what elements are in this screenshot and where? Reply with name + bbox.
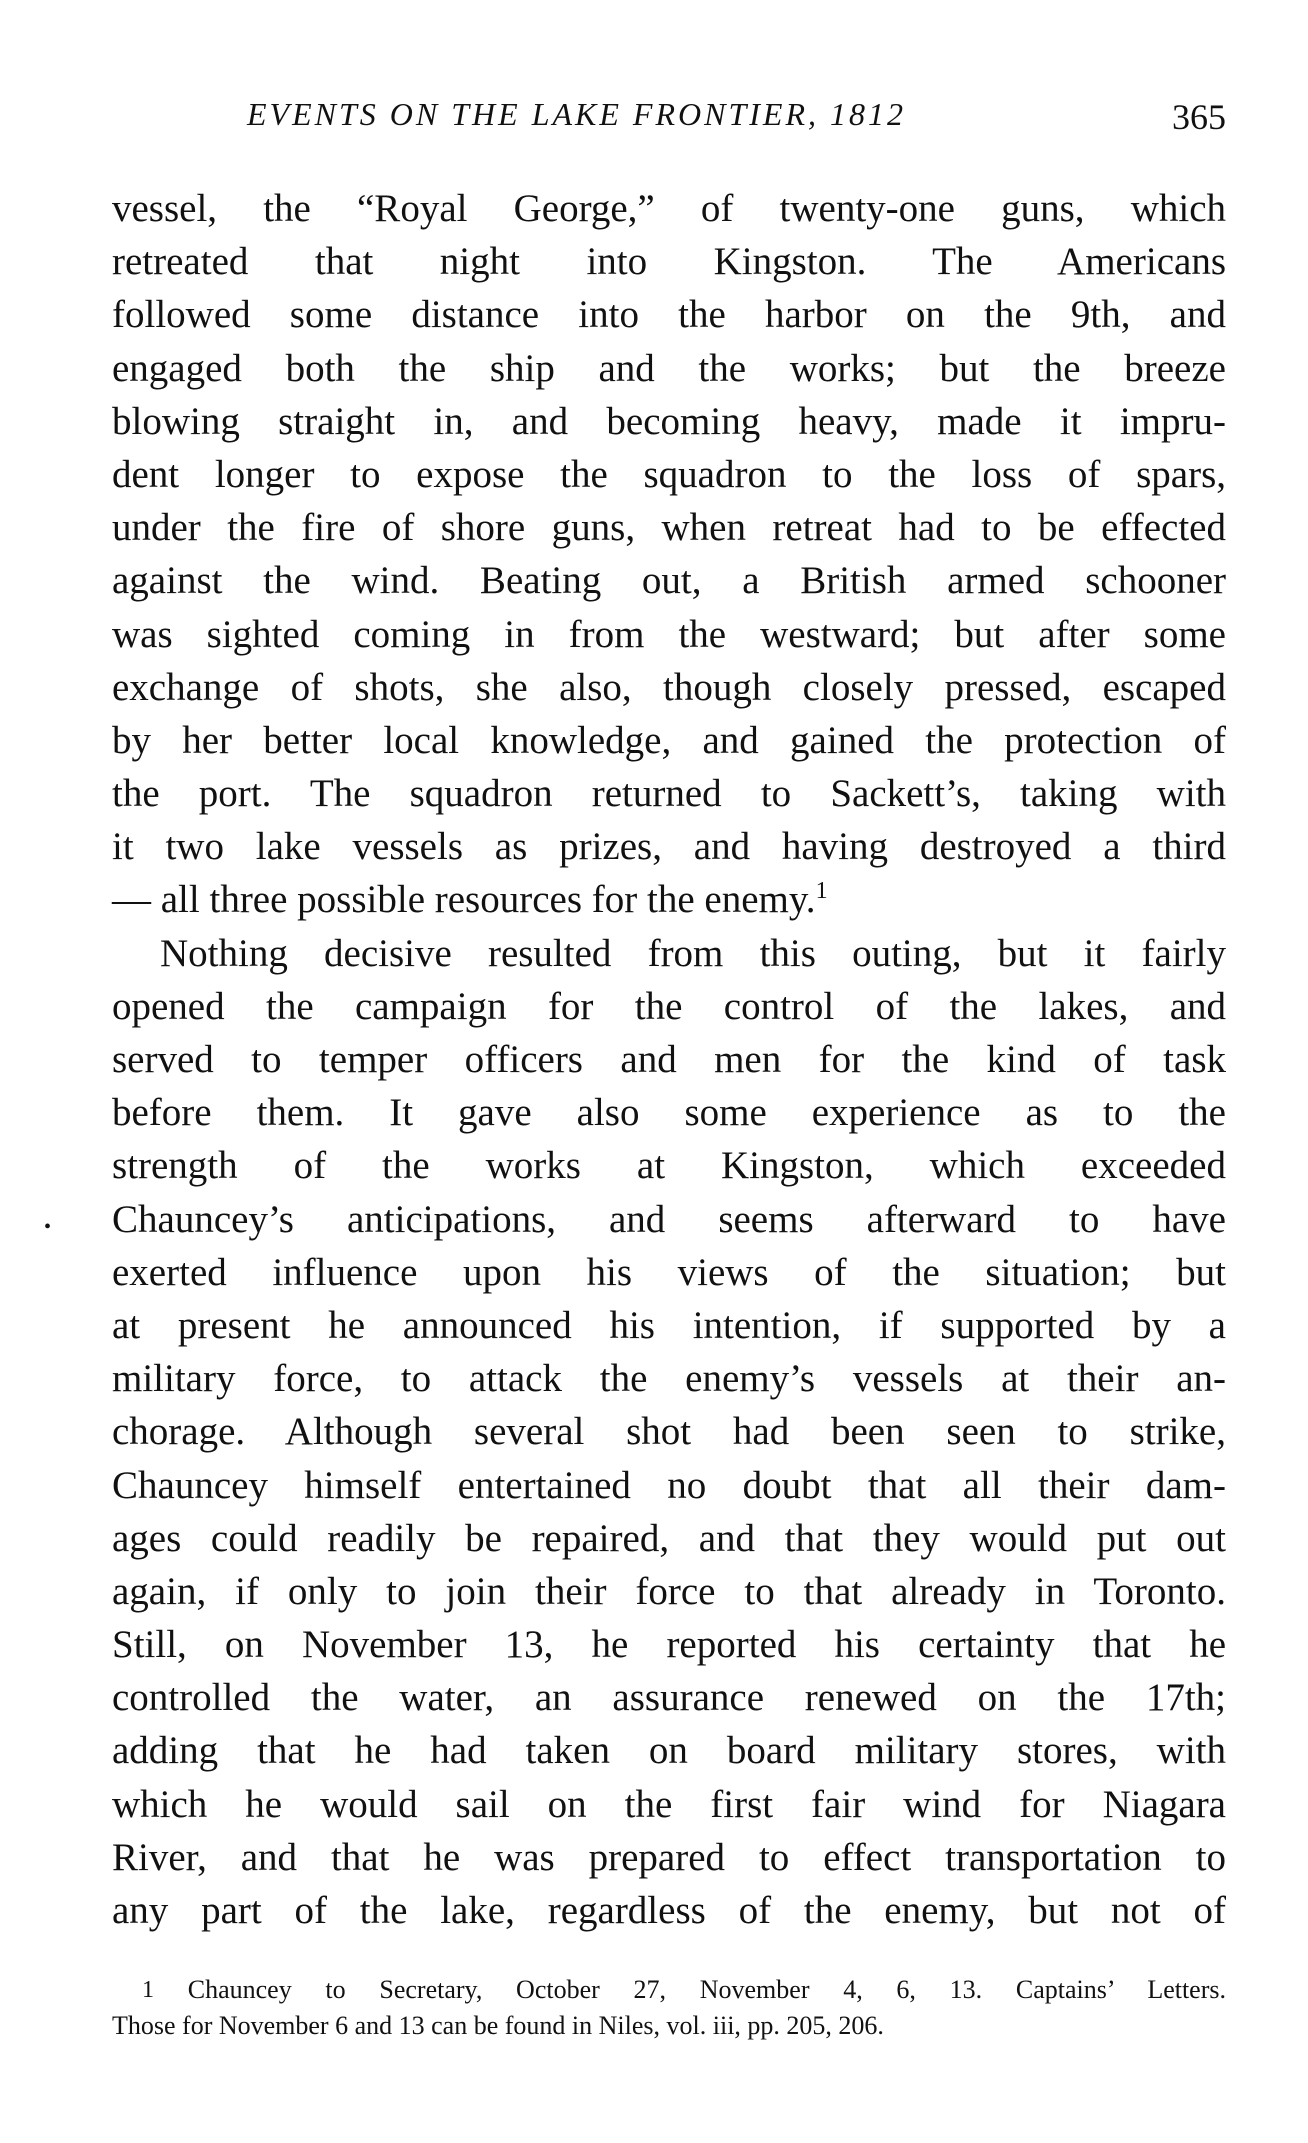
stray-mark: • <box>44 1216 52 1238</box>
footnote-text: Those for November 6 and 13 can be found in Niles, vol. iii, pp. 205, 206. <box>112 2011 884 2040</box>
line-text: military force, to attack the enemy’s vessels at their an- <box>112 1357 1226 1401</box>
line-text: dent longer to expose the squadron to the loss of spars, <box>112 452 1226 496</box>
running-title: EVENTS ON THE LAKE FRONTIER, 1812 <box>247 96 907 132</box>
text-line <box>112 608 1226 661</box>
text-line <box>112 235 1226 288</box>
text-line <box>112 661 1226 714</box>
text-line <box>112 395 1226 448</box>
text-line <box>112 182 1226 235</box>
line-text: Still, on November 13, he reported his certainty that he <box>112 1623 1226 1667</box>
footnote-line <box>112 2008 1226 2044</box>
text-line <box>112 1671 1226 1724</box>
line-text: exchange of shots, she also, though closely pressed, escaped <box>112 665 1226 709</box>
text-line <box>112 1459 1226 1512</box>
line-text: exerted influence upon his views of the situation; but <box>112 1250 1226 1294</box>
line-text: before them. It gave also some experience as to the <box>112 1091 1226 1135</box>
body-text <box>112 182 1226 1937</box>
line-text: chorage. Although several shot had been seen to strike, <box>112 1410 1226 1454</box>
text-line <box>112 767 1226 820</box>
line-text: vessel, the “Royal George,” of twenty-one guns, which <box>112 187 1226 230</box>
text-line <box>112 1299 1226 1352</box>
line-text: was sighted coming in from the westward; but after some <box>112 612 1226 656</box>
text-line <box>112 1831 1226 1884</box>
text-line <box>112 1778 1226 1831</box>
line-text: any part of the lake, regardless of the enemy, but not of <box>112 1889 1226 1932</box>
text-line <box>112 714 1226 767</box>
line-text: the port. The squadron returned to Sackett’s, taking with <box>112 772 1226 816</box>
text-line <box>112 820 1226 873</box>
text-line <box>112 448 1226 501</box>
text-line <box>112 927 1226 980</box>
text-line <box>112 1724 1226 1777</box>
line-text: Chauncey himself entertained no doubt that all their dam- <box>112 1463 1226 1507</box>
line-text: opened the campaign for the control of the lakes, and <box>112 984 1226 1028</box>
footnotes <box>112 1972 1226 2044</box>
text-line <box>112 1086 1226 1139</box>
line-text: retreated that night into Kingston. The Americans <box>112 240 1226 284</box>
line-text: adding that he had taken on board military stores, with <box>112 1729 1226 1773</box>
line-text: River, and that he was prepared to effect transportation to <box>112 1835 1226 1879</box>
text-line <box>112 342 1226 395</box>
line-text: blowing straight in, and becoming heavy, made it impru- <box>112 399 1226 443</box>
line-text: under the fire of shore guns, when retreat had to be effected <box>112 506 1226 550</box>
text-line <box>112 1193 1226 1246</box>
paragraph <box>112 927 1226 1938</box>
line-text: it two lake vessels as prizes, and having destroyed a third <box>112 825 1226 869</box>
line-text: followed some distance into the harbor on the 9th, and <box>112 293 1226 337</box>
text-line <box>112 1246 1226 1299</box>
line-text: which he would sail on the first fair wind for Niagara <box>112 1782 1226 1826</box>
line-text: against the wind. Beating out, a British armed schooner <box>112 559 1226 603</box>
text-line <box>112 1405 1226 1458</box>
footnote-line <box>112 1972 1226 2008</box>
footnote-marker: 1 <box>142 1977 154 2003</box>
line-text: ages could readily be repaired, and that they would put out <box>112 1516 1226 1560</box>
text-line <box>112 1565 1226 1618</box>
text-line <box>112 1884 1226 1937</box>
line-text: Chauncey’s anticipations, and seems afterward to have <box>112 1197 1226 1241</box>
text-line <box>112 1139 1226 1192</box>
running-header <box>112 96 1226 146</box>
footnote-text: Chauncey to Secretary, October 27, November 4, 6, 13. Captains’ Letters. <box>187 1975 1226 2004</box>
line-text: strength of the works at Kingston, which exceeded <box>112 1144 1226 1188</box>
text-line <box>112 1512 1226 1565</box>
text-line <box>112 501 1226 554</box>
line-text: controlled the water, an assurance renewed on the 17th; <box>112 1676 1226 1720</box>
line-text: at present he announced his intention, if supported by a <box>112 1303 1226 1347</box>
text-line <box>112 1033 1226 1086</box>
paragraph <box>112 182 1226 927</box>
line-text: again, if only to join their force to that already in Toronto. <box>112 1569 1226 1613</box>
line-text: Nothing decisive resulted from this outing, but it fairly <box>160 931 1226 975</box>
line-text: — all three possible resources for the enemy. <box>112 878 816 922</box>
text-line <box>112 873 1226 926</box>
page-number: 365 <box>1172 97 1226 137</box>
line-text: engaged both the ship and the works; but the breeze <box>112 346 1226 390</box>
line-text: served to temper officers and men for the kind of task <box>112 1038 1226 1081</box>
text-line <box>112 288 1226 341</box>
line-text: by her better local knowledge, and gained the protection of <box>112 718 1226 762</box>
text-line <box>112 1352 1226 1405</box>
text-line <box>112 980 1226 1033</box>
footnote-reference: 1 <box>815 878 828 905</box>
text-line <box>112 554 1226 607</box>
text-line <box>112 1618 1226 1671</box>
